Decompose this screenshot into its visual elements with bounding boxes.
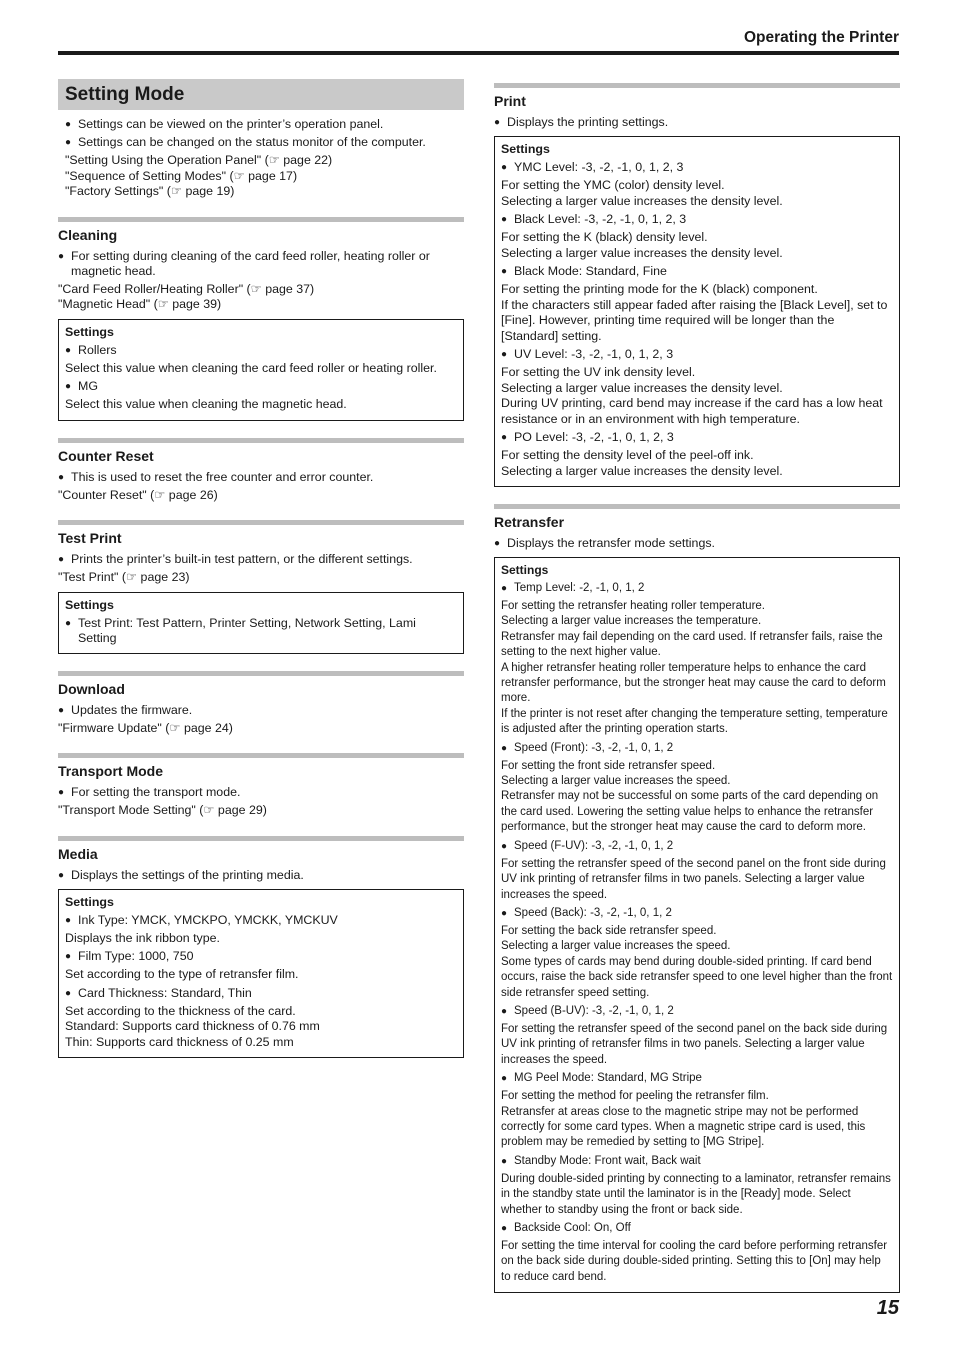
setting-option: ● Backside Cool: On, Off xyxy=(501,1222,631,1234)
bullet-icon: ● xyxy=(65,119,72,130)
setting-mode-intro xyxy=(58,117,464,200)
left-column xyxy=(58,79,464,1075)
bullet-icon: ● xyxy=(501,1155,508,1167)
page-number: 15 xyxy=(876,1297,899,1319)
setting-option: ● Temp Level: -2, -1, 0, 1, 2 xyxy=(501,582,645,594)
setting-description: For setting the retransfer heating roller temperature. Selecting a larger value increases the temperature. Retransfer may fail depending on the card used. If retransfer fails, raise the setting to the next higher value. A higher retransfer heating roller temperature helps to enhance the card retransfer performance, but the stronger heat may cause the card to deform more. If the printer is not reset after changing the temperature setting, temperature is adjusted after the printing operation starts. xyxy=(501,600,888,736)
setting-description: For setting the UV ink density level. Selecting a larger value increases the density level. During UV printing, card bend may increase if the card has a low heat resistance or in an environment with high temperature. xyxy=(501,365,883,426)
section-heading: Media xyxy=(58,836,464,862)
settings-label: Settings xyxy=(501,563,549,577)
setting-description: For setting the back side retransfer speed. Selecting a larger value increases the speed. Some types of cards may bend during double-sided printing. If card bend occurs, raise the back side retransfer speed to one level higher than the front side retransfer speed setting. xyxy=(501,924,893,999)
setting-description: For setting the retransfer speed of the second panel on the back side during UV ink printing of retransfer films in two panels. Selecting a larger value increases the speed. xyxy=(501,1022,888,1066)
cleaning-section xyxy=(58,217,464,421)
setting-option: ● PO Level: -3, -2, -1, 0, 1, 2, 3 xyxy=(501,430,674,444)
bullet-icon: ● xyxy=(501,162,508,173)
settings-label: Settings xyxy=(65,894,114,909)
section-heading: Counter Reset xyxy=(58,438,464,464)
page-reference-link[interactable]: "Transport Mode Setting" (☞ page 29) xyxy=(58,803,267,817)
setting-option: ● Film Type: 1000, 750 xyxy=(65,949,194,963)
setting-option: ● Speed (F-UV): -3, -2, -1, 0, 1, 2 xyxy=(501,839,674,852)
setting-description: For setting the printing mode for the K (black) component. If the characters still appear faded after raising the [Black Level], set to [Fine]. However, printing time required will be longer than the [Standard] setting. xyxy=(501,282,888,343)
setting-option: ● YMC Level: -3, -2, -1, 0, 1, 2, 3 xyxy=(501,160,684,174)
setting-description: For setting the front side retransfer speed. Selecting a larger value increases the speed. Retransfer may not be successful on some parts of the card depending on the card used. Lowering the setting value helps to enhance the retransfer performance, but the stronger heat may cause the card to deform more. xyxy=(501,759,879,834)
setting-description: For setting the K (black) density level. Selecting a larger value increases the density level. xyxy=(501,230,783,260)
setting-description: Select this value when cleaning the card feed roller or heating roller. xyxy=(65,360,437,375)
bullet-icon: ● xyxy=(501,907,508,919)
setting-option: ● Test Print: Test Pattern, Printer Setting, Network Setting, Lami Setting xyxy=(65,615,416,645)
section-heading: Retransfer xyxy=(494,504,900,530)
settings-box xyxy=(58,592,464,654)
page-reference-link[interactable]: "Test Print" (☞ page 23) xyxy=(58,570,190,584)
setting-option: ● MG xyxy=(65,379,98,393)
bullet-icon: ● xyxy=(501,432,508,443)
list-item: ● Settings can be changed on the status monitor of the computer. xyxy=(65,135,426,149)
page-reference-link[interactable]: "Counter Reset" (☞ page 26) xyxy=(58,487,218,502)
page-reference-link[interactable]: "Magnetic Head" (☞ page 39) xyxy=(58,297,222,311)
setting-description: For setting the YMC (color) density level. Selecting a larger value increases the density level. xyxy=(501,178,783,208)
bullet-icon: ● xyxy=(58,704,65,716)
bullet-icon: ● xyxy=(65,914,72,926)
page-reference-link[interactable]: "Card Feed Roller/Heating Roller" (☞ page 37) xyxy=(58,281,315,296)
list-item: ● For setting during cleaning of the card feed roller, heating roller or magnetic head. xyxy=(58,248,430,278)
page-reference-link[interactable]: "Factory Settings" (☞ page 19) xyxy=(65,184,235,198)
bullet-icon: ● xyxy=(65,617,72,629)
settings-box xyxy=(58,889,464,1059)
list-item: ● For setting the transport mode. xyxy=(58,785,241,799)
bullet-icon: ● xyxy=(58,869,65,881)
right-column xyxy=(494,83,900,1310)
setting-option: ● Speed (B-UV): -3, -2, -1, 0, 1, 2 xyxy=(501,1004,674,1017)
bullet-icon: ● xyxy=(494,538,501,549)
page-reference-link[interactable]: "Setting Using the Operation Panel" (☞ page 22) xyxy=(65,153,333,167)
setting-description: For setting the density level of the peel-off ink. Selecting a larger value increases the density level. xyxy=(501,448,783,478)
list-item: ● Displays the retransfer mode settings. xyxy=(494,536,715,550)
setting-description: For setting the method for peeling the retransfer film. Retransfer at areas close to the magnetic stripe may not be performed correctly for some card types. When a magnetic stripe card is used, this problem may be remedied by setting to [MG Stripe]. xyxy=(501,1090,866,1149)
setting-option: ● Standby Mode: Front wait, Back wait xyxy=(501,1154,701,1167)
bullet-icon: ● xyxy=(501,266,508,277)
bullet-icon: ● xyxy=(65,137,72,148)
settings-label: Settings xyxy=(65,597,114,612)
section-heading: Cleaning xyxy=(58,217,464,243)
download-section xyxy=(58,671,464,737)
list-item: ● Prints the printer’s built-in test pattern, or the different settings. xyxy=(58,552,413,566)
bullet-icon: ● xyxy=(65,344,72,356)
setting-option: ● Speed (Back): -3, -2, -1, 0, 1, 2 xyxy=(501,906,672,919)
settings-label: Settings xyxy=(501,142,550,156)
test-print-section xyxy=(58,520,464,654)
setting-option: ● Card Thickness: Standard, Thin xyxy=(65,985,252,1000)
setting-option: ● Black Level: -3, -2, -1, 0, 1, 2, 3 xyxy=(501,212,687,226)
settings-box xyxy=(494,557,900,1293)
bullet-icon: ● xyxy=(58,471,65,483)
bullet-icon: ● xyxy=(501,583,508,594)
section-heading: Transport Mode xyxy=(58,753,464,779)
header-rule xyxy=(58,51,899,55)
setting-option: ● UV Level: -3, -2, -1, 0, 1, 2, 3 xyxy=(501,347,674,361)
setting-description: For setting the retransfer speed of the second panel on the front side during UV ink printing of retransfer films in two panels. Selecting a larger value increases the speed. xyxy=(501,857,886,901)
settings-box xyxy=(494,136,900,487)
bullet-icon: ● xyxy=(501,1073,508,1085)
setting-option: ● Speed (Front): -3, -2, -1, 0, 1, 2 xyxy=(501,741,674,754)
bullet-icon: ● xyxy=(501,840,508,852)
settings-label: Settings xyxy=(65,324,114,339)
settings-box xyxy=(58,319,464,421)
setting-description: During double-sided printing by connecting to a laminator, retransfer remains in the standby state until the laminator is in the [Ready] mode. Select whether to standby using the front or back side. xyxy=(501,1172,891,1216)
retransfer-section xyxy=(494,504,900,1293)
list-item: ● Displays the settings of the printing media. xyxy=(58,867,304,882)
page-reference-link[interactable]: "Firmware Update" (☞ page 24) xyxy=(58,720,233,735)
setting-description: Set according to the type of retransfer film. xyxy=(65,967,299,981)
section-heading: Test Print xyxy=(58,520,464,546)
bullet-icon: ● xyxy=(65,987,72,999)
setting-option: ● Ink Type: YMCK, YMCKPO, YMCKK, YMCKUV xyxy=(65,912,338,927)
bullet-icon: ● xyxy=(65,381,72,392)
bullet-icon: ● xyxy=(58,250,65,262)
bullet-icon: ● xyxy=(494,117,501,128)
setting-option: ● Rollers xyxy=(65,342,117,357)
print-section xyxy=(494,83,900,487)
section-heading: Download xyxy=(58,671,464,697)
bullet-icon: ● xyxy=(501,214,508,225)
media-section xyxy=(58,836,464,1059)
bullet-icon: ● xyxy=(58,787,65,798)
setting-description: Select this value when cleaning the magnetic head. xyxy=(65,397,347,411)
page-title: Setting Mode xyxy=(58,79,464,110)
bullet-icon: ● xyxy=(501,1223,508,1234)
section-heading: Print xyxy=(494,83,900,109)
setting-description: Set according to the thickness of the card. Standard: Supports card thickness of 0.76 mm Thin: Supports card thickness of 0.25 mm xyxy=(65,1003,320,1049)
setting-option: ● MG Peel Mode: Standard, MG Stripe xyxy=(501,1072,702,1085)
transport-mode-section xyxy=(58,753,464,819)
page-header-title: Operating the Printer xyxy=(743,29,899,46)
bullet-icon: ● xyxy=(501,349,508,360)
bullet-icon: ● xyxy=(501,742,508,754)
setting-description: For setting the time interval for cooling the card before performing retransfer on the back side during double-sided printing. Setting this to [On] may help to reduce card bend. xyxy=(501,1240,888,1283)
bullet-icon: ● xyxy=(65,951,72,962)
list-item: ● Updates the firmware. xyxy=(58,702,193,717)
list-item: ● Displays the printing settings. xyxy=(494,115,669,129)
page-reference-link[interactable]: "Sequence of Setting Modes" (☞ page 17) xyxy=(65,168,298,183)
bullet-icon: ● xyxy=(501,1005,508,1017)
list-item: ● This is used to reset the free counter and error counter. xyxy=(58,469,374,484)
list-item: ● Settings can be viewed on the printer’s operation panel. xyxy=(65,117,384,131)
counter-reset-section xyxy=(58,438,464,504)
setting-option: ● Black Mode: Standard, Fine xyxy=(501,264,667,278)
bullet-icon: ● xyxy=(58,554,65,565)
setting-description: Displays the ink ribbon type. xyxy=(65,930,220,945)
